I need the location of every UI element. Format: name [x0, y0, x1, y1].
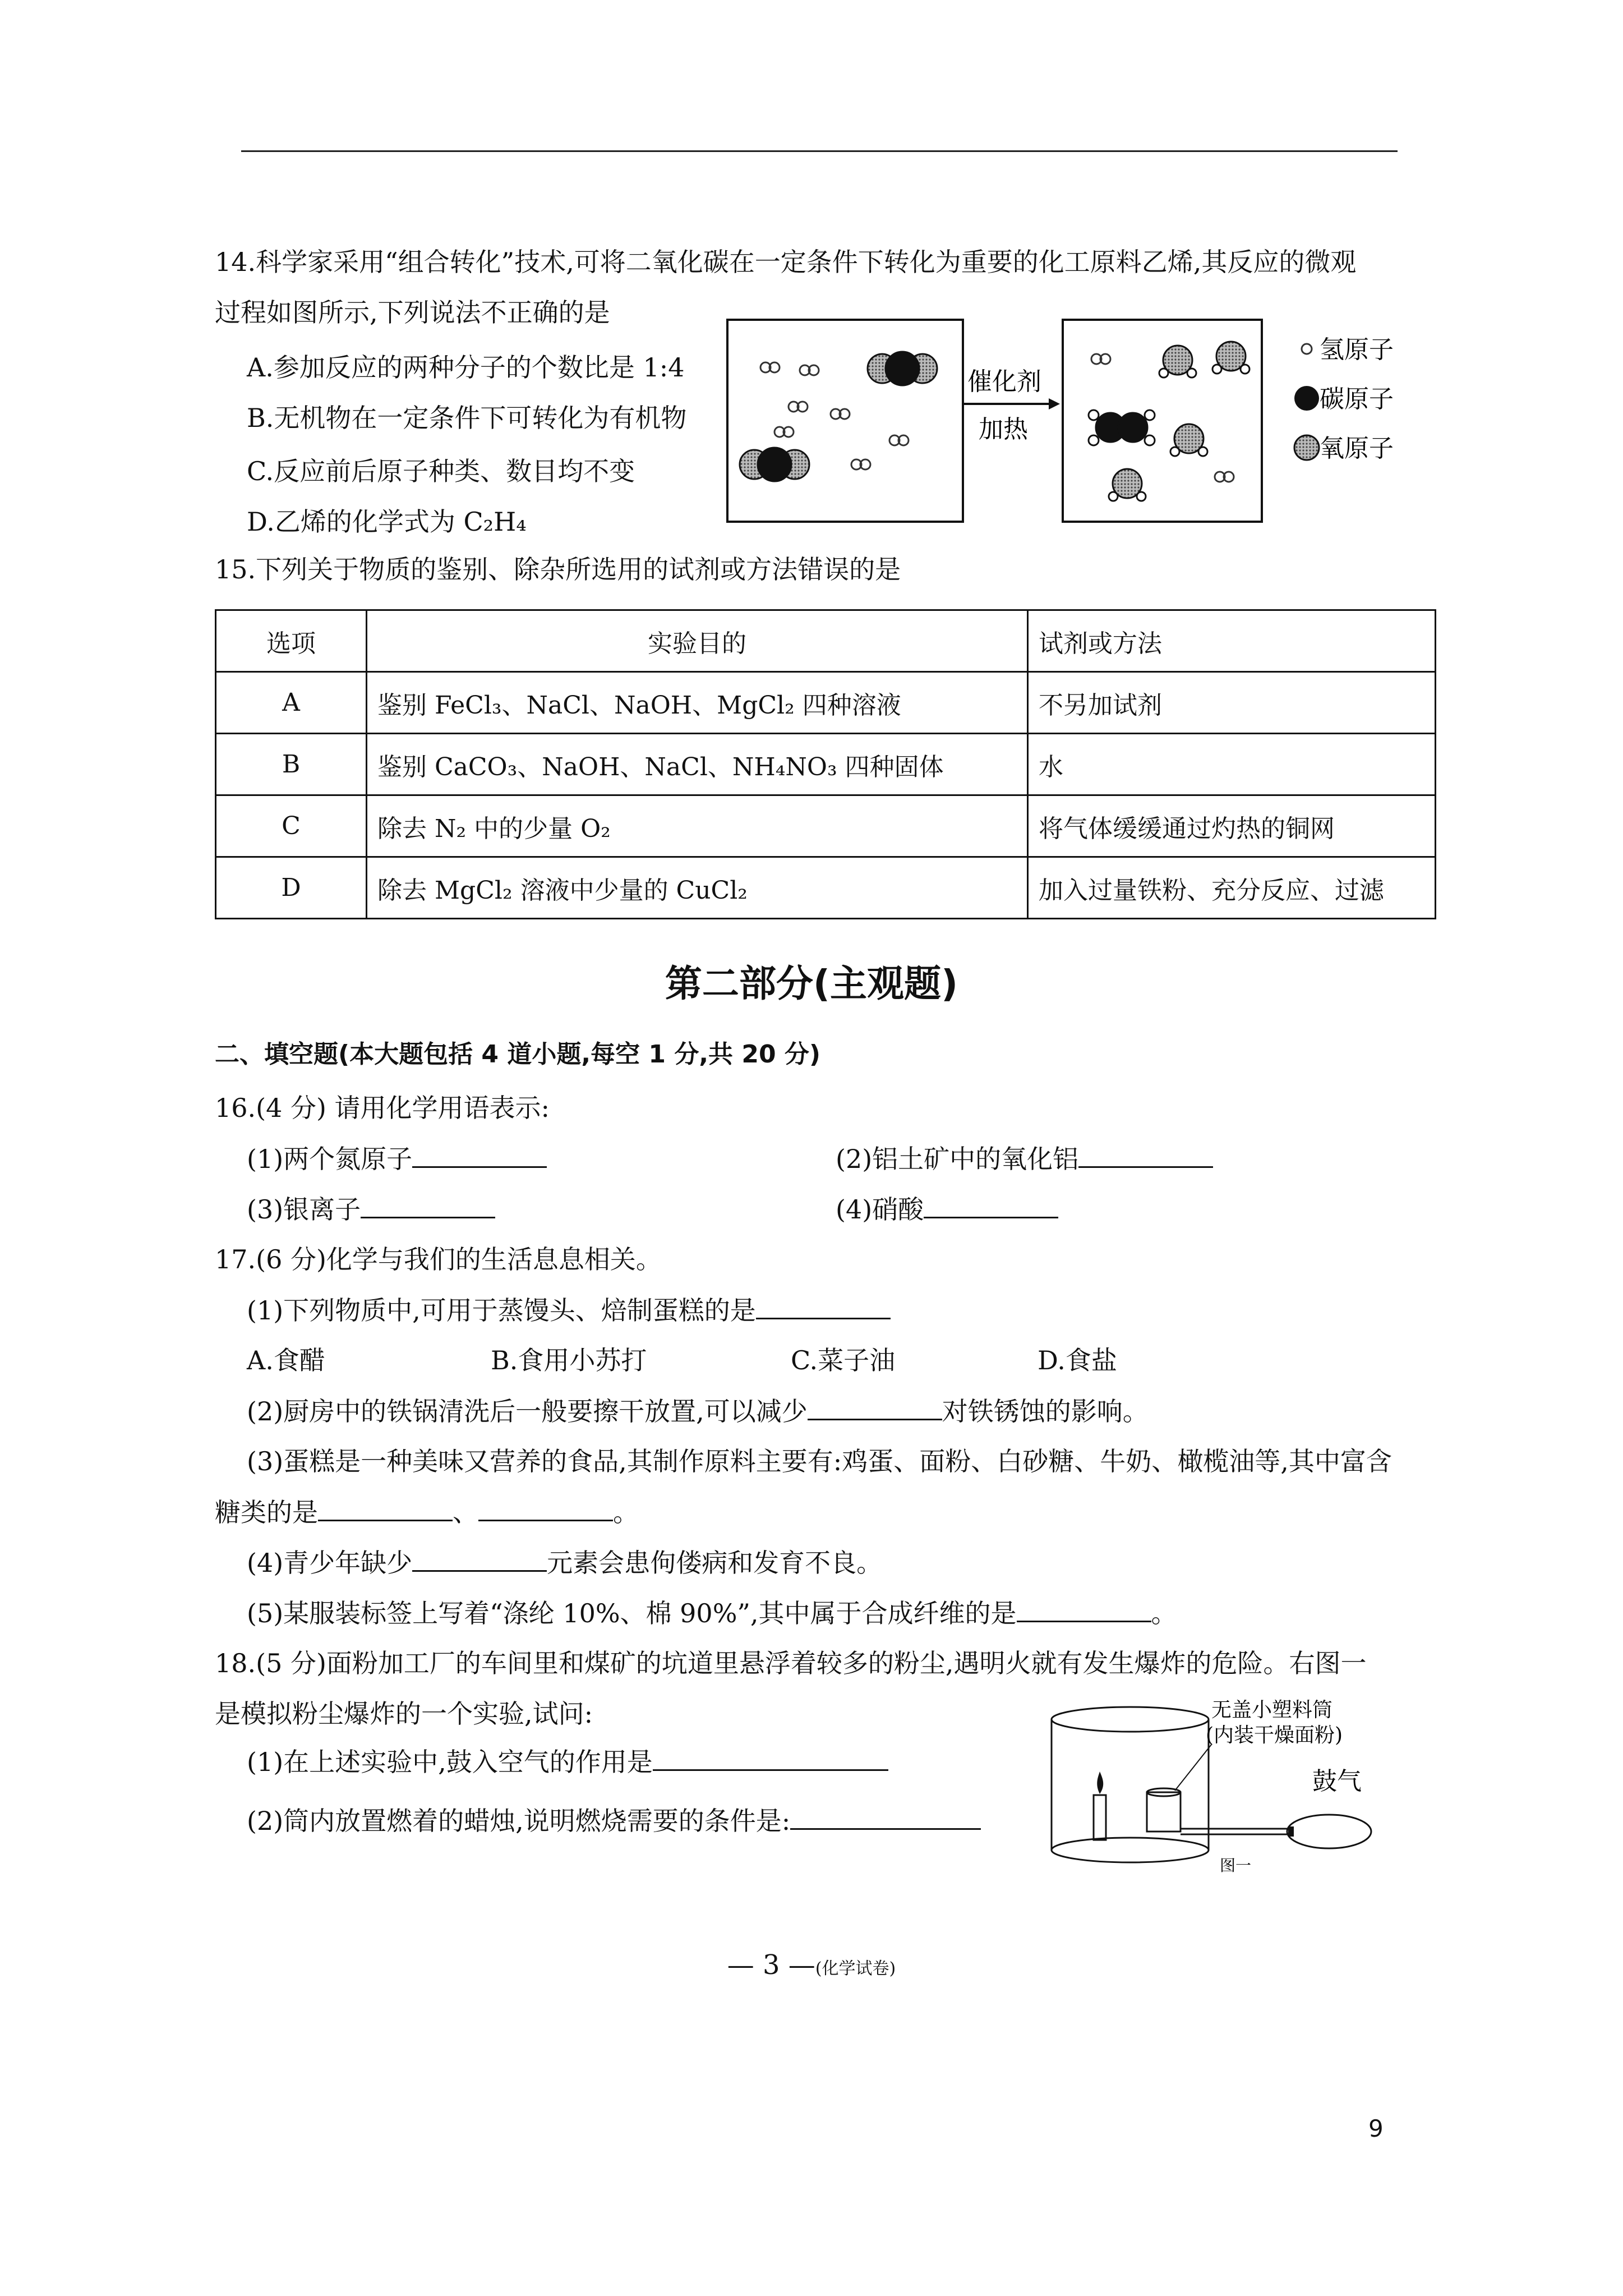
q16-item2 [836, 1142, 1213, 1176]
row-b-goal: 鉴别 CaCO₃、NaOH、NaCl、NH₄NO₃ 四种固体 [367, 734, 1028, 795]
answer-blank[interactable] [478, 1495, 613, 1521]
q16-item1 [247, 1142, 547, 1176]
row-d-goal: 除去 MgCl₂ 溶液中少量的 CuCl₂ [367, 857, 1028, 919]
q18-stem-line2: 是模拟粉尘爆炸的一个实验,试问: [215, 1699, 593, 1729]
row-d-option: D [216, 857, 367, 919]
answer-blank[interactable] [924, 1192, 1058, 1218]
q17-sub1-text: (1)下列物质中,可用于蒸馒头、焙制蛋糕的是 [247, 1295, 756, 1326]
legend [1294, 335, 1394, 463]
q17-option-b: B.食用小苏打 [491, 1345, 647, 1375]
q17-option-a: A.食醋 [247, 1345, 325, 1375]
answer-blank[interactable] [653, 1745, 888, 1771]
cup-label-1: 无盖小塑料筒 [1211, 1699, 1333, 1722]
answer-blank[interactable] [361, 1192, 495, 1218]
candle-icon [1094, 1795, 1106, 1840]
q15-table [215, 609, 1436, 919]
q17-stem: 17.(6 分)化学与我们的生活息息相关。 [215, 1244, 662, 1274]
footer-paper: (化学试卷) [815, 1959, 896, 1978]
answer-blank[interactable] [790, 1803, 981, 1830]
air-label: 鼓气 [1312, 1767, 1362, 1796]
heat-label: 加热 [979, 415, 1028, 444]
q16-stem: 16.(4 分) 请用化学用语表示: [215, 1093, 550, 1123]
q18-sub1-text: (1)在上述实验中,鼓入空气的作用是 [247, 1747, 653, 1777]
flame-icon [1097, 1772, 1103, 1794]
figure-caption: 图一 [1220, 1856, 1252, 1875]
reactants-box [727, 320, 963, 522]
q14-stem-line2: 过程如图所示,下列说法不正确的是 [215, 297, 610, 328]
footer-page: — 3 — [727, 1949, 815, 1981]
q17-option-d: D.食盐 [1038, 1345, 1117, 1375]
carbon-atom-icon [1294, 386, 1319, 411]
row-c-method: 将气体缓缓通过灼热的铜网 [1028, 795, 1436, 857]
legend-oxygen: 氧原子 [1320, 434, 1394, 463]
plastic-cup-icon [1147, 1792, 1181, 1832]
oxygen-atom-icon [1294, 435, 1319, 460]
table-header-row [216, 610, 1436, 672]
q17-sub2 [247, 1394, 1149, 1428]
row-a-goal: 鉴别 FeCl₃、NaCl、NaOH、MgCl₂ 四种溶液 [367, 672, 1028, 734]
q17-sub3-prefix: 糖类的是 [215, 1497, 318, 1527]
col-header-goal: 实验目的 [367, 610, 1028, 672]
catalyst-label: 催化剂 [967, 367, 1041, 396]
q14-option-c: C.反应前后原子种类、数目均不变 [247, 456, 635, 486]
q17-sub5-text: (5)某服装标签上写着“涤纶 10%、棉 90%”,其中属于合成纤维的是 [247, 1598, 1017, 1628]
q17-sub3-end: 。 [613, 1497, 639, 1527]
row-b-option: B [216, 734, 367, 795]
q17-sub3-line2 [215, 1495, 639, 1529]
table-row [216, 734, 1436, 795]
q14-stem-line1: 14.科学家采用“组合转化”技术,可将二氧化碳在一定条件下转化为重要的化工原料乙烯,其反应的微观 [215, 247, 1357, 277]
q18-stem-line1: 18.(5 分)面粉加工厂的车间里和煤矿的坑道里悬浮着较多的粉尘,遇明火就有发生爆炸的危险。右图一 [215, 1648, 1367, 1678]
part2-title: 第二部分(主观题) [665, 962, 958, 1005]
q17-sub2-text: (2)厨房中的铁锅清洗后一般要擦干放置,可以减少 [247, 1396, 808, 1427]
q18-sub1 [247, 1745, 888, 1779]
q16-item3 [247, 1192, 495, 1226]
q17-sub5 [247, 1596, 1177, 1630]
row-a-option: A [216, 672, 367, 734]
header-rule [241, 150, 1398, 152]
q16-item4-label: (4)硝酸 [836, 1194, 924, 1225]
cup-label-2: (内装干燥面粉) [1206, 1724, 1343, 1747]
page-footer [0, 1949, 1623, 1981]
col-header-option: 选项 [216, 610, 367, 672]
table-row [216, 672, 1436, 734]
reaction-diagram [726, 314, 1444, 527]
row-b-method: 水 [1028, 734, 1436, 795]
q17-sub3-separator: 、 [453, 1497, 478, 1527]
col-header-method: 试剂或方法 [1028, 610, 1436, 672]
table-row [216, 795, 1436, 857]
row-d-method: 加入过量铁粉、充分反应、过滤 [1028, 857, 1436, 919]
hydrogen-atom-icon [1302, 344, 1312, 354]
q14-option-a: A.参加反应的两种分子的个数比是 1:4 [247, 352, 685, 383]
table-row [216, 857, 1436, 919]
q18-sub2-text: (2)筒内放置燃着的蜡烛,说明燃烧需要的条件是: [247, 1806, 791, 1836]
dust-explosion-apparatus [1043, 1694, 1408, 1885]
answer-blank[interactable] [808, 1394, 942, 1420]
q16-item4 [836, 1192, 1058, 1226]
answer-blank[interactable] [1017, 1596, 1151, 1622]
q16-item2-label: (2)铝土矿中的氧化铝 [836, 1144, 1079, 1174]
answer-blank[interactable] [412, 1142, 547, 1168]
answer-blank[interactable] [1078, 1142, 1213, 1168]
q17-sub2-tail: 对铁锈蚀的影响。 [942, 1396, 1149, 1427]
q15-stem: 15.下列关于物质的鉴别、除杂所选用的试剂或方法错误的是 [215, 554, 901, 585]
row-c-option: C [216, 795, 367, 857]
q16-item3-label: (3)银离子 [247, 1194, 361, 1225]
legend-carbon: 碳原子 [1320, 385, 1394, 413]
air-bulb-icon [1287, 1815, 1371, 1848]
q17-sub4-tail: 元素会患佝偻病和发育不良。 [547, 1548, 883, 1578]
q17-sub1 [247, 1293, 891, 1327]
q17-sub4-text: (4)青少年缺少 [247, 1548, 413, 1578]
q17-sub4 [247, 1545, 882, 1580]
section2-heading: 二、填空题(本大题包括 4 道小题,每空 1 分,共 20 分) [215, 1040, 821, 1069]
q14-option-b: B.无机物在一定条件下可转化为有机物 [247, 403, 687, 433]
q16-item1-label: (1)两个氮原子 [247, 1144, 413, 1174]
q14-option-d: D.乙烯的化学式为 C₂H₄ [247, 507, 527, 537]
q17-sub5-tail: 。 [1151, 1598, 1177, 1628]
answer-blank[interactable] [318, 1495, 453, 1521]
answer-blank[interactable] [756, 1293, 891, 1319]
page-number: 9 [1368, 2115, 1384, 2142]
legend-hydrogen: 氢原子 [1320, 335, 1394, 364]
row-a-method: 不另加试剂 [1028, 672, 1436, 734]
answer-blank[interactable] [412, 1545, 547, 1572]
row-c-goal: 除去 N₂ 中的少量 O₂ [367, 795, 1028, 857]
q18-sub2 [247, 1803, 981, 1838]
q17-sub3-line1: (3)蛋糕是一种美味又营养的食品,其制作原料主要有:鸡蛋、面粉、白砂糖、牛奶、橄榄油等,其中富含 [247, 1446, 1392, 1476]
q17-option-c: C.菜子油 [791, 1345, 896, 1375]
